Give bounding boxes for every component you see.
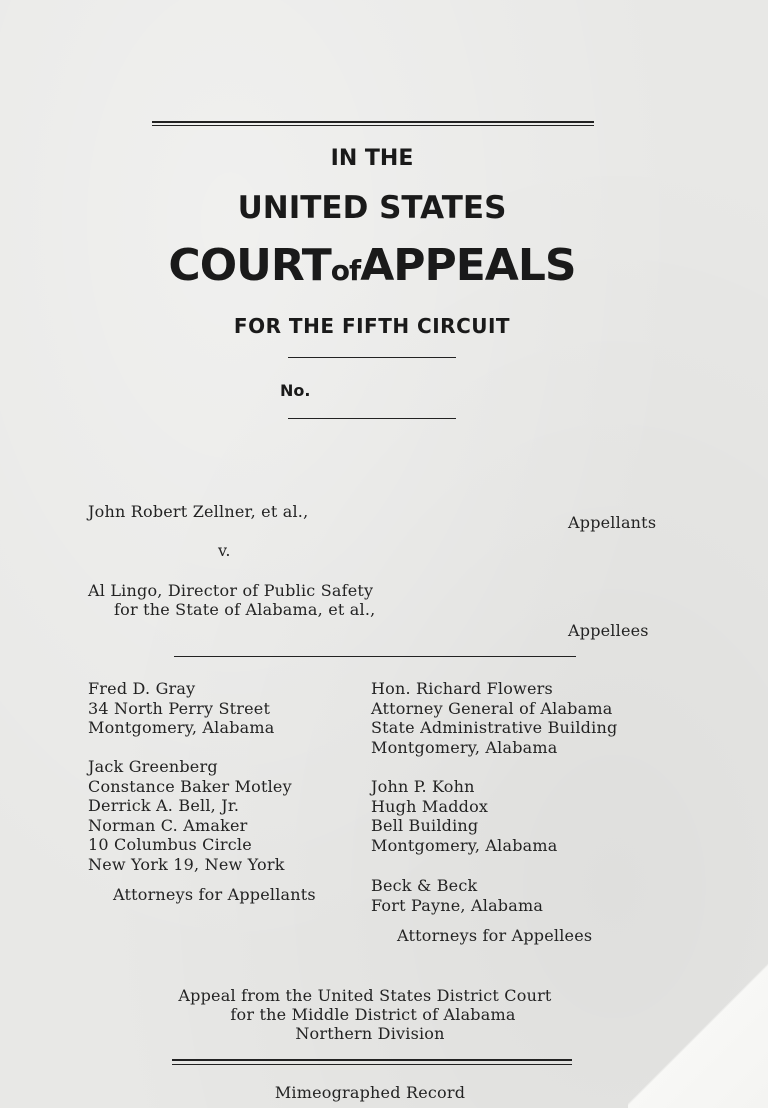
appellee-attorneys-group-3 [371,876,543,915]
appellant-role: Appellants [568,513,657,532]
appellee-line-2: for the State of Alabama, et al., [114,600,376,619]
appellant-attorneys-group-2 [88,757,292,874]
attorney-line: Hugh Maddox [371,796,489,816]
top-rule-second [152,125,594,126]
attorney-line: Bell Building [371,816,479,835]
attorneys-for-appellants-label: Attorneys for Appellants [113,885,316,904]
appellee-attorneys-group-2 [371,777,558,855]
mimeographed-record: Mimeographed Record [274,1083,466,1102]
attorney-line: Jack Greenberg [88,757,218,776]
attorney-line: Constance Baker Motley [88,776,292,796]
attorney-line: Attorney General of Alabama [371,698,613,718]
case-number-label: No. [280,381,311,400]
attorney-line: Derrick A. Bell, Jr. [88,796,240,815]
top-rule [152,121,594,123]
appeal-line-1: Appeal from the United States District Court [178,986,552,1005]
number-rule-bottom [288,418,456,419]
parties-divider [174,656,576,657]
bottom-rule [172,1059,572,1061]
attorney-line: Montgomery, Alabama [88,718,275,737]
versus: v. [218,541,231,560]
attorney-line: State Administrative Building [371,718,618,737]
attorney-line: Norman C. Amaker [88,815,248,835]
appellant-attorneys-group-1 [88,679,275,738]
number-rule-top [288,357,456,358]
attorney-line: Montgomery, Alabama [371,835,558,855]
attorney-line: Montgomery, Alabama [371,737,558,757]
attorney-line: Beck & Beck [371,876,478,895]
appeal-line-3: Northern Division [295,1024,445,1043]
attorney-line: John P. Kohn [371,777,475,796]
court-of-word: of [330,254,361,287]
header-united-states: UNITED STATES [237,190,507,226]
header-fifth-circuit: FOR THE FIFTH CIRCUIT [233,314,511,338]
attorney-line: New York 19, New York [88,854,285,874]
court-of-appeals-title [0,240,744,291]
appellee-attorneys-group-1 [371,679,617,757]
attorney-line: 34 North Perry Street [88,698,271,718]
appeal-line-2: for the Middle District of Alabama [230,1005,516,1024]
appellee-line-1: Al Lingo, Director of Public Safety [88,581,374,600]
attorney-line: 10 Columbus Circle [88,835,252,854]
court-word: COURT [168,240,331,291]
bottom-rule-second [172,1064,572,1065]
attorneys-for-appellees-label: Attorneys for Appellees [397,926,593,945]
attorney-line: Hon. Richard Flowers [371,679,553,698]
attorney-line: Fort Payne, Alabama [371,895,544,915]
appellant-name: John Robert Zellner, et al., [88,502,309,521]
appeals-word: APPEALS [360,240,576,291]
attorney-line: Fred D. Gray [88,679,196,698]
appellee-role: Appellees [568,621,649,640]
header-in-the: IN THE [330,146,414,171]
